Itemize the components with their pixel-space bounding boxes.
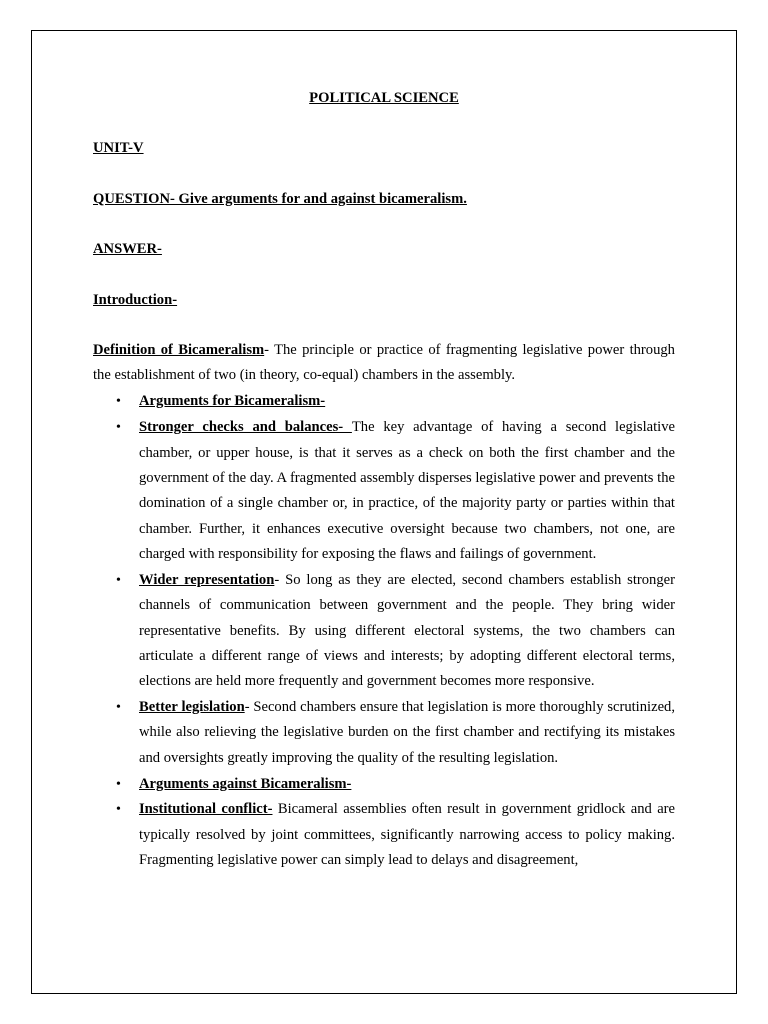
list-item-arguments-against [93, 772, 675, 797]
question-heading: QUESTION- Give arguments for and against bicameralism. [93, 190, 467, 207]
bullet-icon: • [116, 776, 121, 792]
list-item-text: The key advantage of having a second legislative chamber, or upper house, is that it serves as a check on both the first chamber and the government of the day. A fragmented assembly disperses legislative power and prevents the domination of a single chamber or, in practice, of the majority party or parties within that chamber. Further, it enhances executive oversight because two chambers, not one, are charged with responsibility for exposing the flaws and failings of government. [139, 419, 675, 563]
bullet-icon: • [116, 572, 121, 588]
definition-term: Definition of Bicameralism [93, 342, 265, 359]
list-item-wider-representation [93, 568, 675, 695]
list-item-label: Arguments against Bicameralism- [139, 775, 352, 792]
list-item-label: Wider representation [139, 571, 275, 588]
bullet-icon: • [116, 393, 121, 409]
list-item-label: Stronger checks and balances- [139, 419, 352, 436]
list-item-text: - Second chambers ensure that legislation is more thoroughly scrutinized, while also relieving the legislative burden on the first chamber and rectifying its mistakes and oversights greatly improving the quality of the resulting legislation. [139, 698, 675, 766]
document-body [93, 86, 675, 874]
list-item-label: Better legislation [139, 698, 245, 715]
argument-list [93, 389, 675, 874]
answer-heading: ANSWER- [93, 241, 162, 258]
definition-paragraph [93, 338, 675, 389]
introduction-heading: Introduction- [93, 291, 178, 308]
bullet-icon: • [116, 699, 121, 715]
list-item-institutional-conflict [93, 797, 675, 873]
definition-text: - The principle or practice of fragmenting legislative power through the establishment of two (in theory, co-equal) chambers in the assembly. [93, 342, 675, 384]
list-item-label: Institutional conflict- [139, 801, 273, 818]
list-item-text: Bicameral assemblies often result in government gridlock and are typically resolved by joint committees, significantly narrowing access to policy making. Fragmenting legislative power can simply lead to delays and disagreement, [139, 801, 676, 869]
list-item-text: - So long as they are elected, second chambers establish stronger channels of communication between government and the people. They bring wider representative benefits. By using different electoral systems, the two chambers can articulate a different range of views and interests; by adopting different electoral terms, elections are held more frequently and government becomes more responsive. [139, 571, 675, 690]
list-item-arguments-for [93, 389, 675, 414]
unit-heading: UNIT-V [93, 140, 144, 157]
list-item-better-legislation [93, 695, 675, 771]
bullet-icon: • [116, 420, 121, 436]
list-item-checks-and-balances [93, 415, 675, 567]
document-title: POLITICAL SCIENCE [309, 90, 459, 106]
list-item-label: Arguments for Bicameralism- [139, 392, 326, 409]
bullet-icon: • [116, 802, 121, 818]
